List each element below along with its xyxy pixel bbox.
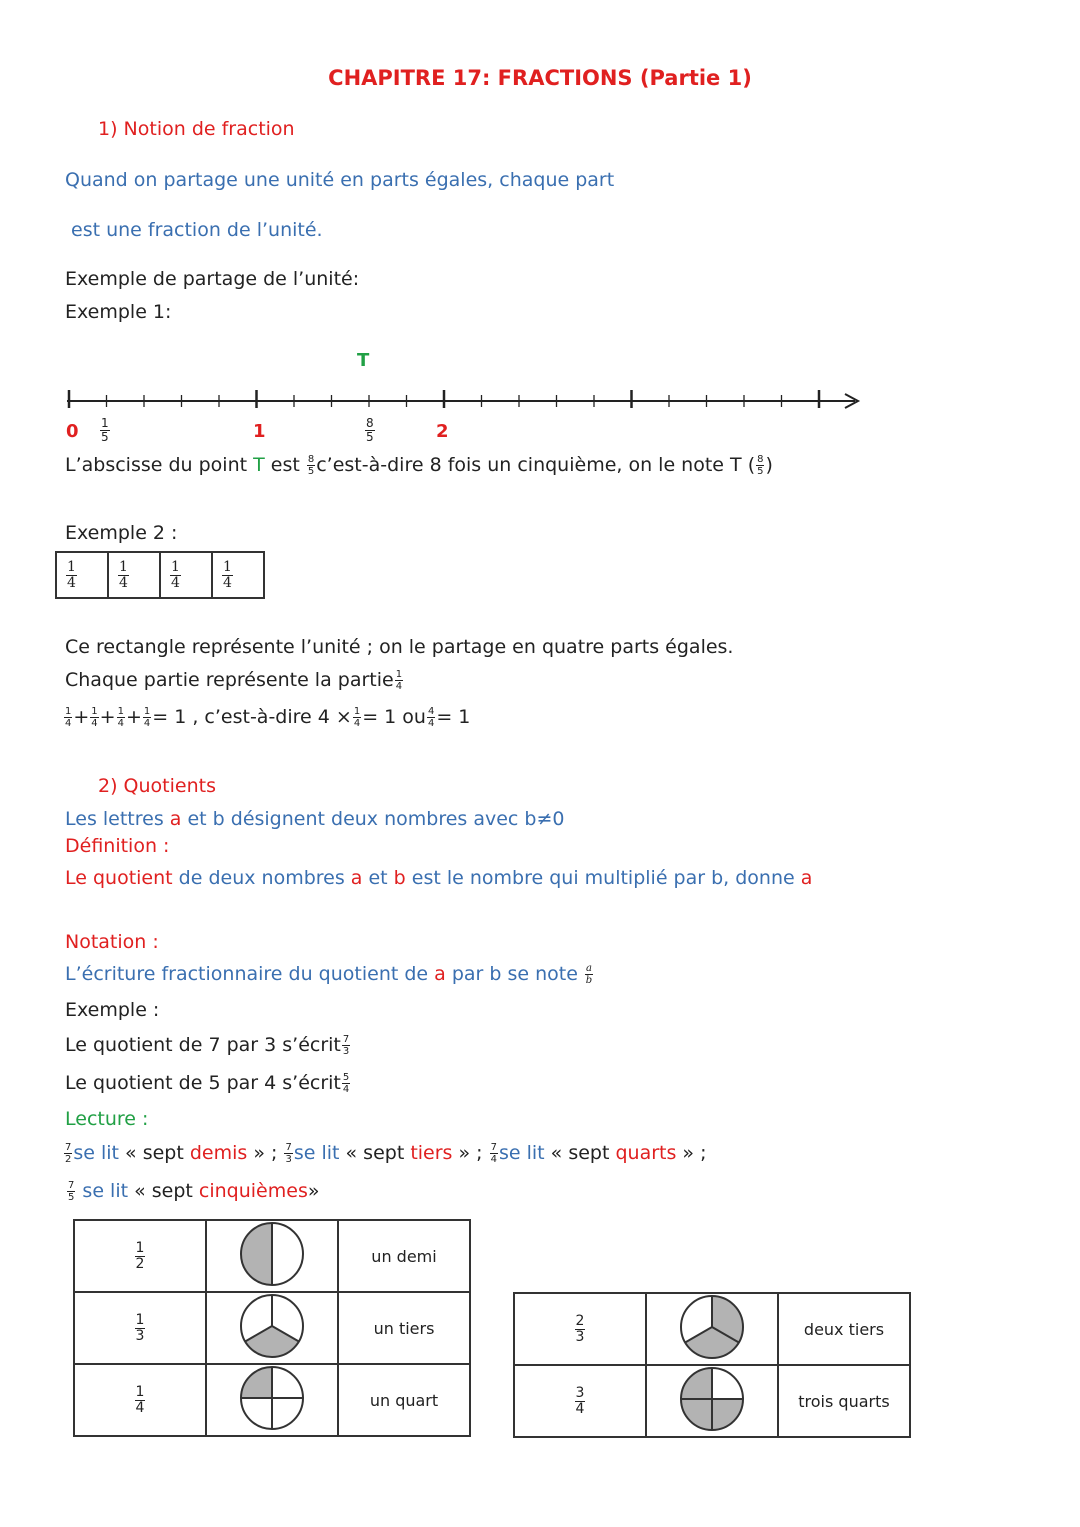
example-quotient-5-4: Le quotient de 5 par 4 s’écrit $\frac{5}{4}$ (65, 1072, 350, 1095)
letters-sentence: Les lettres a et b désignent deux nombres avec b≠0 (65, 808, 565, 830)
axis-label-t: $\frac{8}{5}$ (366, 416, 374, 444)
notation-label: Notation : (65, 931, 159, 953)
definition-label: Définition : (65, 835, 170, 857)
page-title: CHAPITRE 17: FRACTIONS (Partie 1) (328, 66, 752, 90)
table-row (74, 1364, 470, 1436)
definition-sentence: Le quotient de deux nombres a et b est le nombre qui multiplié par b, donne a (65, 867, 813, 889)
fraction-name-cell: un demi (338, 1220, 470, 1292)
fraction-name-cell: trois quarts (778, 1365, 910, 1437)
fraction-cell: $\frac{1}{4}$ (74, 1364, 206, 1436)
axis-label-zero: 0 (66, 421, 79, 442)
example1-label: Exemple 1: (65, 301, 172, 323)
partie-sentence: Chaque partie représente la partie $\frac{1}{4}$ (65, 669, 403, 692)
two-thirds-disc-icon (679, 1294, 745, 1360)
fraction-cell: $\frac{1}{3}$ (74, 1292, 206, 1364)
disc-cell (206, 1292, 338, 1364)
three-quarters-disc-icon (679, 1366, 745, 1432)
axis-label-fifth: $\frac{1}{5}$ (101, 416, 109, 444)
example-quotient-7-3: Le quotient de 7 par 3 s’écrit $\frac{7}{3}$ (65, 1034, 350, 1057)
axis-label-one: 1 (253, 421, 266, 442)
quarter-disc-icon (239, 1365, 305, 1431)
table-row (74, 1220, 470, 1292)
fraction-name-cell: un tiers (338, 1292, 470, 1364)
quarter-cell: $\frac{1}{4}$ (108, 552, 160, 598)
fraction-cell: $\frac{3}{4}$ (514, 1365, 646, 1437)
quarters-rectangle (55, 551, 265, 599)
section1-heading: 1) Notion de fraction (98, 118, 295, 140)
disc-cell (646, 1293, 778, 1365)
disc-cell (646, 1365, 778, 1437)
table-row (514, 1365, 910, 1437)
quarter-cell: $\frac{1}{4}$ (56, 552, 108, 598)
axis-label-two: 2 (436, 421, 449, 442)
table-row (74, 1292, 470, 1364)
disc-cell (206, 1364, 338, 1436)
half-disc-icon (239, 1221, 305, 1287)
number-line (55, 380, 875, 420)
table-row (514, 1293, 910, 1365)
quarter-cell: $\frac{1}{4}$ (160, 552, 212, 598)
exemple-label: Exemple : (65, 999, 160, 1021)
lecture-label: Lecture : (65, 1108, 149, 1130)
example2-label: Exemple 2 : (65, 522, 178, 544)
lecture-line-2: $\frac{7}{5}$ se lit « sept cinquièmes» (68, 1180, 320, 1203)
fraction-name-cell: un quart (338, 1364, 470, 1436)
definition-line-2: est une fraction de l’unité. (71, 219, 323, 241)
abscisse-sentence: L’abscisse du point T est $\frac{8}{5}$ c’est-à-dire 8 fois un cinquième, on le note T ( $\frac{8}{5}$ ) (65, 454, 773, 477)
sum-sentence: $\frac{1}{4}$ + $\frac{1}{4}$ + $\frac{1}{4}$ + $\frac{1}{4}$ = 1 , c’est-à-dire 4 × $\frac{1}{4}$ = 1 ou $\frac{4}{4}$ = 1 (65, 706, 471, 729)
definition-line-1: Quand on partage une unité en parts égales, chaque part (65, 169, 615, 191)
section2-heading: 2) Quotients (98, 775, 216, 797)
fraction-name-cell: deux tiers (778, 1293, 910, 1365)
lecture-line-1: $\frac{7}{2}$ se lit « sept demis » ; $\frac{7}{3}$ se lit « sept tiers » ; $\frac{7}{4}$ se lit « sept quarts » ; (65, 1142, 707, 1165)
fraction-cell: $\frac{2}{3}$ (514, 1293, 646, 1365)
fraction-table-left (73, 1219, 471, 1437)
fraction-cell: $\frac{1}{2}$ (74, 1220, 206, 1292)
notation-sentence: L’écriture fractionnaire du quotient de a par b se note $\frac{a}{b}$ (65, 963, 593, 986)
point-t-label: T (357, 350, 370, 371)
quarter-cell: $\frac{1}{4}$ (212, 552, 264, 598)
third-disc-icon (239, 1293, 305, 1359)
fraction-table-right (513, 1292, 911, 1438)
disc-cell (206, 1220, 338, 1292)
example-intro: Exemple de partage de l’unité: (65, 268, 360, 290)
rectangle-sentence: Ce rectangle représente l’unité ; on le partage en quatre parts égales. (65, 636, 734, 658)
